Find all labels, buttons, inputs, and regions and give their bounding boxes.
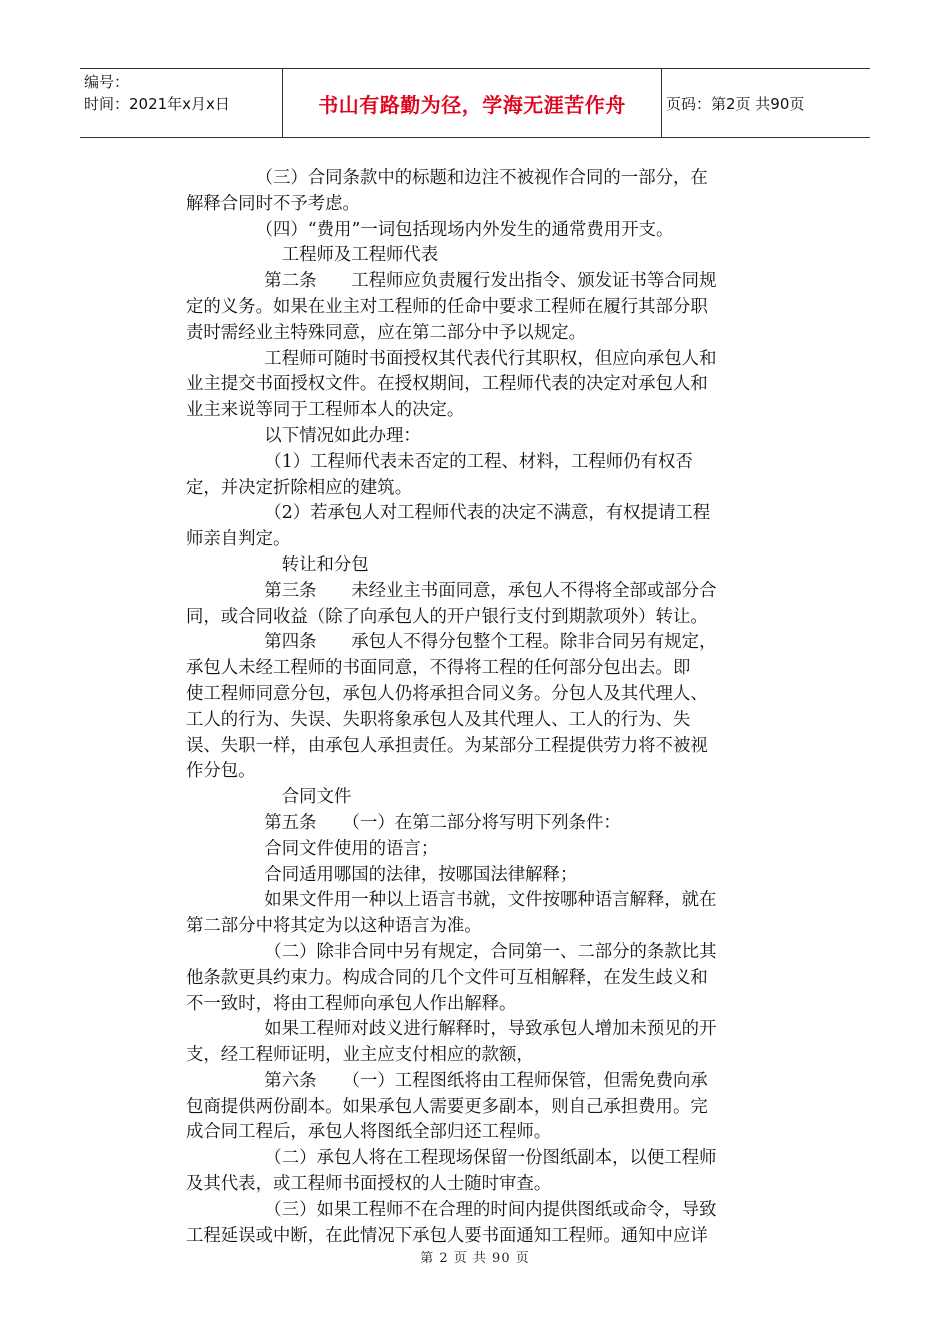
text-line: 作分包。: [186, 761, 256, 782]
text-line: 定的义务。如果在业主对工程师的任命中要求工程师在履行其部分职: [186, 296, 708, 317]
page-header: [80, 68, 870, 138]
header-motto: 书山有路勤为径，学海无涯苦作舟: [282, 69, 662, 137]
text-line: 及其代表，或工程师书面授权的人士随时审查。: [186, 1174, 552, 1195]
document-body: [186, 166, 762, 1249]
text-line: 工人的行为、失误、失职将象承包人及其代理人、工人的行为、失: [186, 709, 691, 730]
time-label: 时间：2021年x月x日: [84, 95, 230, 113]
text-line: 工程师及工程师代表: [281, 245, 439, 266]
text-line: 如果文件用一种以上语言书就，文件按哪种语言解释，就在: [264, 890, 717, 911]
text-line: 工程师可随时书面授权其代表代行其职权，但应向承包人和: [264, 348, 717, 369]
text-line: （二）承包人将在工程现场保留一份图纸副本，以便工程师: [264, 1148, 717, 1169]
text-line: 成合同工程后，承包人将图纸全部归还工程师。: [186, 1122, 552, 1143]
text-line: 业主来说等同于工程师本人的决定。: [186, 400, 465, 421]
text-line: 责时需经业主特殊同意，应在第二部分中予以规定。: [186, 322, 586, 343]
text-line: 转让和分包: [281, 554, 369, 575]
text-line: （1）工程师代表未否定的工程、材料，工程师仍有权否: [264, 451, 693, 472]
text-line: 以下情况如此办理：: [264, 425, 421, 446]
text-line: 合同适用哪国的法律，按哪国法律解释；: [264, 864, 578, 885]
text-line: 工程延误或中断，在此情况下承包人要书面通知工程师。通知中应详: [186, 1225, 708, 1246]
text-line: 第三条 未经业主书面同意，承包人不得将全部或部分合: [264, 580, 717, 601]
doc-number-label: 编号：: [84, 73, 130, 91]
text-line: 师亲自判定。: [186, 529, 291, 550]
text-line: 定，并决定折除相应的建筑。: [186, 477, 413, 498]
text-line: （三）如果工程师不在合理的时间内提供图纸或命令，导致: [264, 1199, 717, 1220]
text-line: 同，或合同收益（除了向承包人的开户银行支付到期款项外）转让。: [186, 606, 708, 627]
text-line: 第二条 工程师应负责履行发出指令、颁发证书等合同规: [264, 271, 717, 292]
text-line: 如果工程师对歧义进行解释时，导致承包人增加未预见的开: [264, 1019, 717, 1040]
text-line: 合同文件使用的语言；: [264, 838, 439, 859]
text-line: 使工程师同意分包，承包人仍将承担合同义务。分包人及其代理人、: [186, 683, 708, 704]
text-line: 承包人未经工程师的书面同意，不得将工程的任何部分包出去。即: [186, 658, 691, 679]
header-left: [84, 71, 284, 115]
text-line: 包商提供两份副本。如果承包人需要更多副本，则自己承担费用。完: [186, 1096, 708, 1117]
text-line: 误、失职一样，由承包人承担责任。为某部分工程提供劳力将不被视: [186, 735, 708, 756]
text-line: 第五条 （一）在第二部分将写明下列条件：: [264, 812, 621, 833]
text-line: （二）除非合同中另有规定，合同第一、二部分的条款比其: [264, 941, 717, 962]
text-line: 合同文件: [281, 787, 352, 808]
text-line: 他条款更具约束力。构成合同的几个文件可互相解释，在发生歧义和: [186, 967, 708, 988]
text-line: 第六条 （一）工程图纸将由工程师保管，但需免费向承: [264, 1070, 708, 1091]
text-line: （2）若承包人对工程师代表的决定不满意，有权提请工程: [264, 503, 711, 524]
header-page-info: 页码：第2页 共90页: [666, 95, 805, 113]
text-line: 业主提交书面授权文件。在授权期间，工程师代表的决定对承包人和: [186, 374, 708, 395]
text-line: 第四条 承包人不得分包整个工程。除非合同另有规定，: [264, 632, 717, 653]
text-line: 不一致时，将由工程师向承包人作出解释。: [186, 993, 517, 1014]
text-line: 解释合同时不予考虑。: [186, 193, 360, 214]
page-footer: 第 2 页 共 90 页: [420, 1251, 530, 1266]
text-line: 第二部分中将其定为以这种语言为准。: [186, 916, 482, 937]
text-line: （四）“费用”一词包括现场内外发生的通常费用开支。: [255, 219, 674, 240]
text-line: （三）合同条款中的标题和边注不被视作合同的一部分，在: [255, 168, 708, 188]
text-line: 支，经工程师证明，业主应支付相应的款额，: [186, 1045, 534, 1066]
